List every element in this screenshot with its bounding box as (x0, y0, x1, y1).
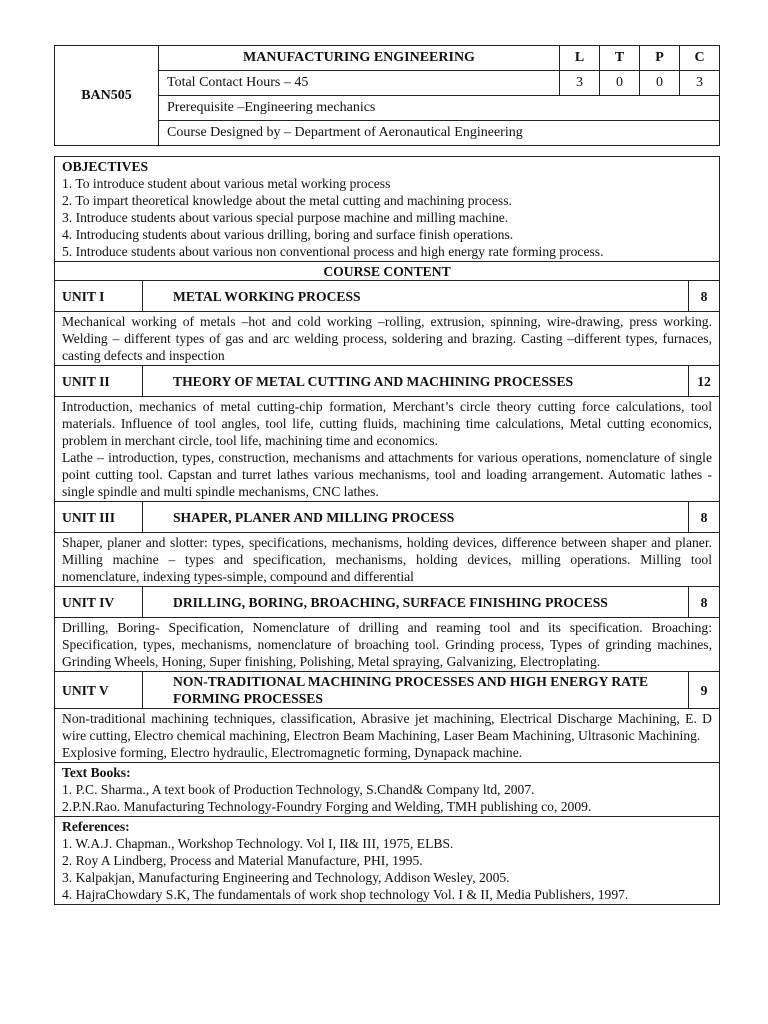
unit-code: UNIT V (55, 672, 143, 709)
objectives-heading: OBJECTIVES (62, 159, 149, 174)
unit-3-header (55, 502, 720, 533)
unit-title: THEORY OF METAL CUTTING AND MACHINING PROCESSES (143, 366, 689, 397)
ltpc-value-t: 0 (600, 71, 640, 96)
unit-paragraph: Lathe – introduction, types, construction, mechanisms and attachments for various operations, nomenclature of single point cutting tool. Capstan and turret lathes various mechanisms, tool and loading arrangement. Automatic lathes - single spindle and multi spindle mechanisms, CNC lathes. (62, 450, 712, 499)
unit-5-content (55, 709, 720, 763)
unit-1-header (55, 281, 720, 312)
unit-paragraph: Drilling, Boring- Specification, Nomenclature of drilling and reaming tool and its specification. Broaching: Specification, types, mechanisms, nomenclature of broaching tool. Grinding process, Types of grinding machines, Grinding Wheels, Honing, Super finishing, Polishing, Metal spraying, Galvanizing, Electroplating. (62, 620, 712, 669)
unit-code: UNIT III (55, 502, 143, 533)
course-title: MANUFACTURING ENGINEERING (159, 46, 560, 71)
unit-3-content (55, 533, 720, 587)
ltpc-header-c: C (680, 46, 720, 71)
course-header-table (54, 45, 720, 146)
unit-hours: 12 (689, 366, 720, 397)
unit-paragraph: Introduction, mechanics of metal cutting-chip formation, Merchant’s circle theory cutting force calculations, tool materials. Influence of tool angles, tool life, cutting fluids, machining time calculations, Metal cutting economics, problem in merchant circle, tool life, machining time and economics. (62, 399, 712, 448)
ltpc-value-c: 3 (680, 71, 720, 96)
course-content-heading: COURSE CONTENT (55, 262, 720, 281)
course-code: BAN505 (55, 46, 159, 146)
unit-title: NON-TRADITIONAL MACHINING PROCESSES AND HIGH ENERGY RATE FORMING PROCESSES (143, 672, 689, 709)
unit-2-header (55, 366, 720, 397)
objectives-section (55, 157, 720, 262)
unit-code: UNIT IV (55, 587, 143, 618)
unit-paragraph: Non-traditional machining techniques, classification, Abrasive jet machining, Electrical Discharge Machining, E. D wire cutting, Electro chemical machining, Electron Beam Machining, Laser Beam Machining, Ultrasonic Machining. (62, 711, 712, 743)
reference-item: 1. W.A.J. Chapman., Workshop Technology. Vol I, II& III, 1975, ELBS. (62, 836, 454, 851)
prerequisite: Prerequisite –Engineering mechanics (159, 96, 720, 121)
unit-hours: 9 (689, 672, 720, 709)
unit-hours: 8 (689, 502, 720, 533)
references-heading: References: (62, 819, 130, 834)
unit-title: DRILLING, BORING, BROACHING, SURFACE FINISHING PROCESS (143, 587, 689, 618)
unit-hours: 8 (689, 281, 720, 312)
unit-1-content (55, 312, 720, 366)
ltpc-header-t: T (600, 46, 640, 71)
objective-item: 5. Introduce students about various non conventional process and high energy rate forming process. (62, 244, 604, 259)
contact-hours: Total Contact Hours – 45 (159, 71, 560, 96)
text-books-heading: Text Books: (62, 765, 131, 780)
text-book-item: 2.P.N.Rao. Manufacturing Technology-Foundry Forging and Welding, TMH publishing co, 2009. (62, 799, 592, 814)
unit-4-content (55, 618, 720, 672)
unit-code: UNIT II (55, 366, 143, 397)
unit-4-header (55, 587, 720, 618)
text-book-item: 1. P.C. Sharma., A text book of Production Technology, S.Chand& Company ltd, 2007. (62, 782, 535, 797)
objective-item: 2. To impart theoretical knowledge about the metal cutting and machining process. (62, 193, 512, 208)
unit-2-content (55, 397, 720, 502)
ltpc-value-p: 0 (640, 71, 680, 96)
objective-item: 4. Introducing students about various drilling, boring and surface finish operations. (62, 227, 514, 242)
reference-item: 3. Kalpakjan, Manufacturing Engineering and Technology, Addison Wesley, 2005. (62, 870, 510, 885)
reference-item: 2. Roy A Lindberg, Process and Material Manufacture, PHI, 1995. (62, 853, 423, 868)
unit-paragraph: Mechanical working of metals –hot and cold working –rolling, extrusion, spinning, wire-drawing, press working. Welding – different types of gas and arc welding process, soldering and brazing. Casting –different types, furnaces, casting defects and inspection (62, 314, 712, 363)
objective-item: 1. To introduce student about various metal working process (62, 176, 391, 191)
unit-code: UNIT I (55, 281, 143, 312)
unit-5-header (55, 672, 720, 709)
references-section (55, 817, 720, 905)
unit-paragraph: Shaper, planer and slotter: types, specifications, mechanisms, holding devices, difference between shaper and planer. Milling machine – types and specification, mechanisms, holding devices, milling operations. Milling tool nomenclature, indexing types-simple, compound and differential (62, 535, 712, 584)
ltpc-value-l: 3 (560, 71, 600, 96)
course-designed-by: Course Designed by – Department of Aeronautical Engineering (159, 121, 720, 146)
unit-hours: 8 (689, 587, 720, 618)
reference-item: 4. HajraChowdary S.K, The fundamentals of work shop technology Vol. I & II, Media Publishers, 1997. (62, 887, 629, 902)
text-books-section (55, 763, 720, 817)
unit-title: METAL WORKING PROCESS (143, 281, 689, 312)
unit-paragraph: Explosive forming, Electro hydraulic, Electromagnetic forming, Dynapack machine. (62, 745, 523, 760)
objective-item: 3. Introduce students about various special purpose machine and milling machine. (62, 210, 509, 225)
course-content-table (54, 156, 720, 905)
ltpc-header-l: L (560, 46, 600, 71)
unit-title: SHAPER, PLANER AND MILLING PROCESS (143, 502, 689, 533)
ltpc-header-p: P (640, 46, 680, 71)
